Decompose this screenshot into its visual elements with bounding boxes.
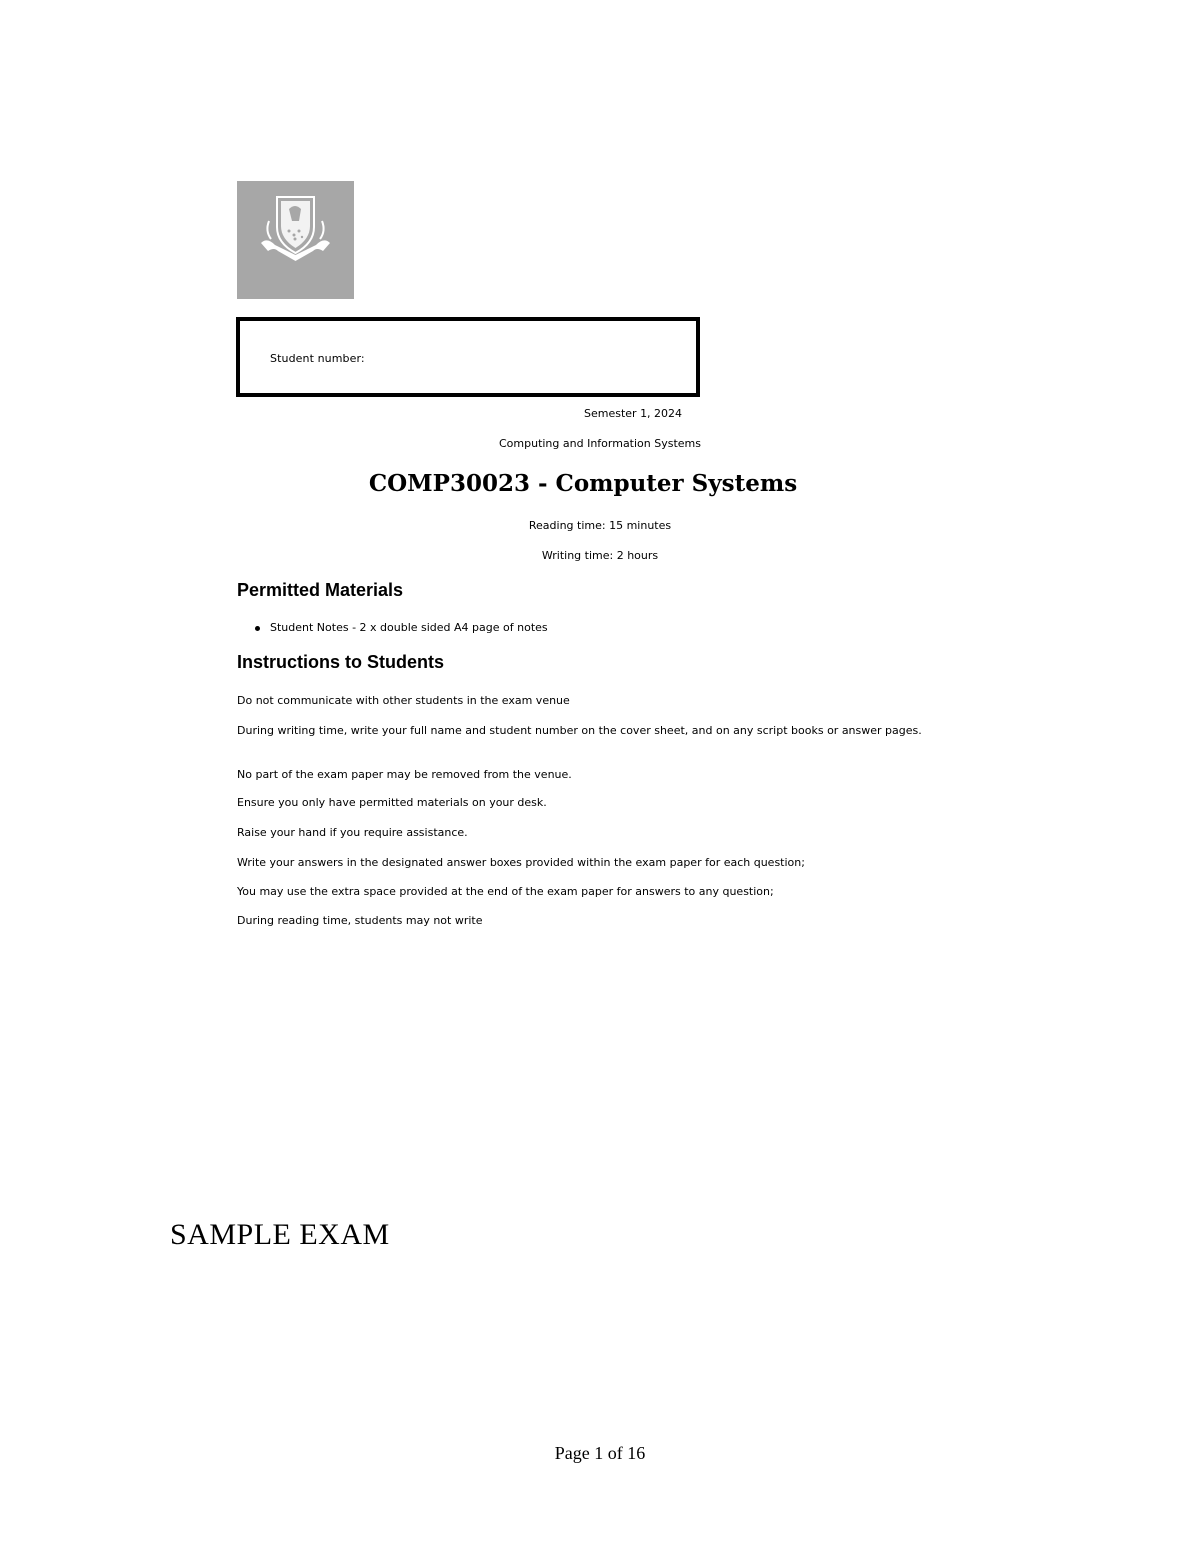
exam-title: COMP30023 - Computer Systems [368, 470, 798, 497]
permitted-materials-heading: Permitted Materials [237, 580, 404, 600]
faculty-text: Computing and Information Systems [498, 437, 701, 450]
instruction-item: During reading time, students may not write [237, 914, 483, 927]
logo-line-2: MELBOURNE [247, 451, 344, 466]
instruction-item: Do not communicate with other students in the exam venue [237, 694, 570, 707]
student-number-label: Student number: [270, 352, 365, 365]
page-number: Page 1 of 16 [554, 1443, 646, 1463]
instructions-heading: Instructions to Students [237, 652, 444, 672]
writing-time: Writing time: 2 hours [541, 549, 659, 562]
permitted-item-text: Student Notes - 2 x double sided A4 page of notes [270, 621, 548, 634]
crest-icon [237, 181, 354, 299]
instruction-item: Raise your hand if you require assistance. [237, 826, 468, 839]
instruction-item: Write your answers in the designated answer boxes provided within the exam paper for each question; [237, 856, 805, 869]
instruction-item: Ensure you only have permitted materials on your desk. [237, 796, 547, 809]
bullet-icon [255, 626, 260, 631]
student-number-box [236, 317, 700, 397]
sample-exam-watermark: SAMPLE EXAM [170, 1218, 390, 1251]
logo-line-1: THE UNIVERSITY OF [249, 437, 342, 446]
semester-text: Semester 1, 2024 [584, 407, 683, 420]
instruction-item: No part of the exam paper may be removed from the venue. [237, 768, 572, 781]
instruction-item: During writing time, write your full name and student number on the cover sheet, and on any script books or answer pages. [237, 724, 922, 737]
instruction-item: You may use the extra space provided at the end of the exam paper for answers to any question; [237, 885, 774, 898]
reading-time: Reading time: 15 minutes [528, 519, 672, 532]
